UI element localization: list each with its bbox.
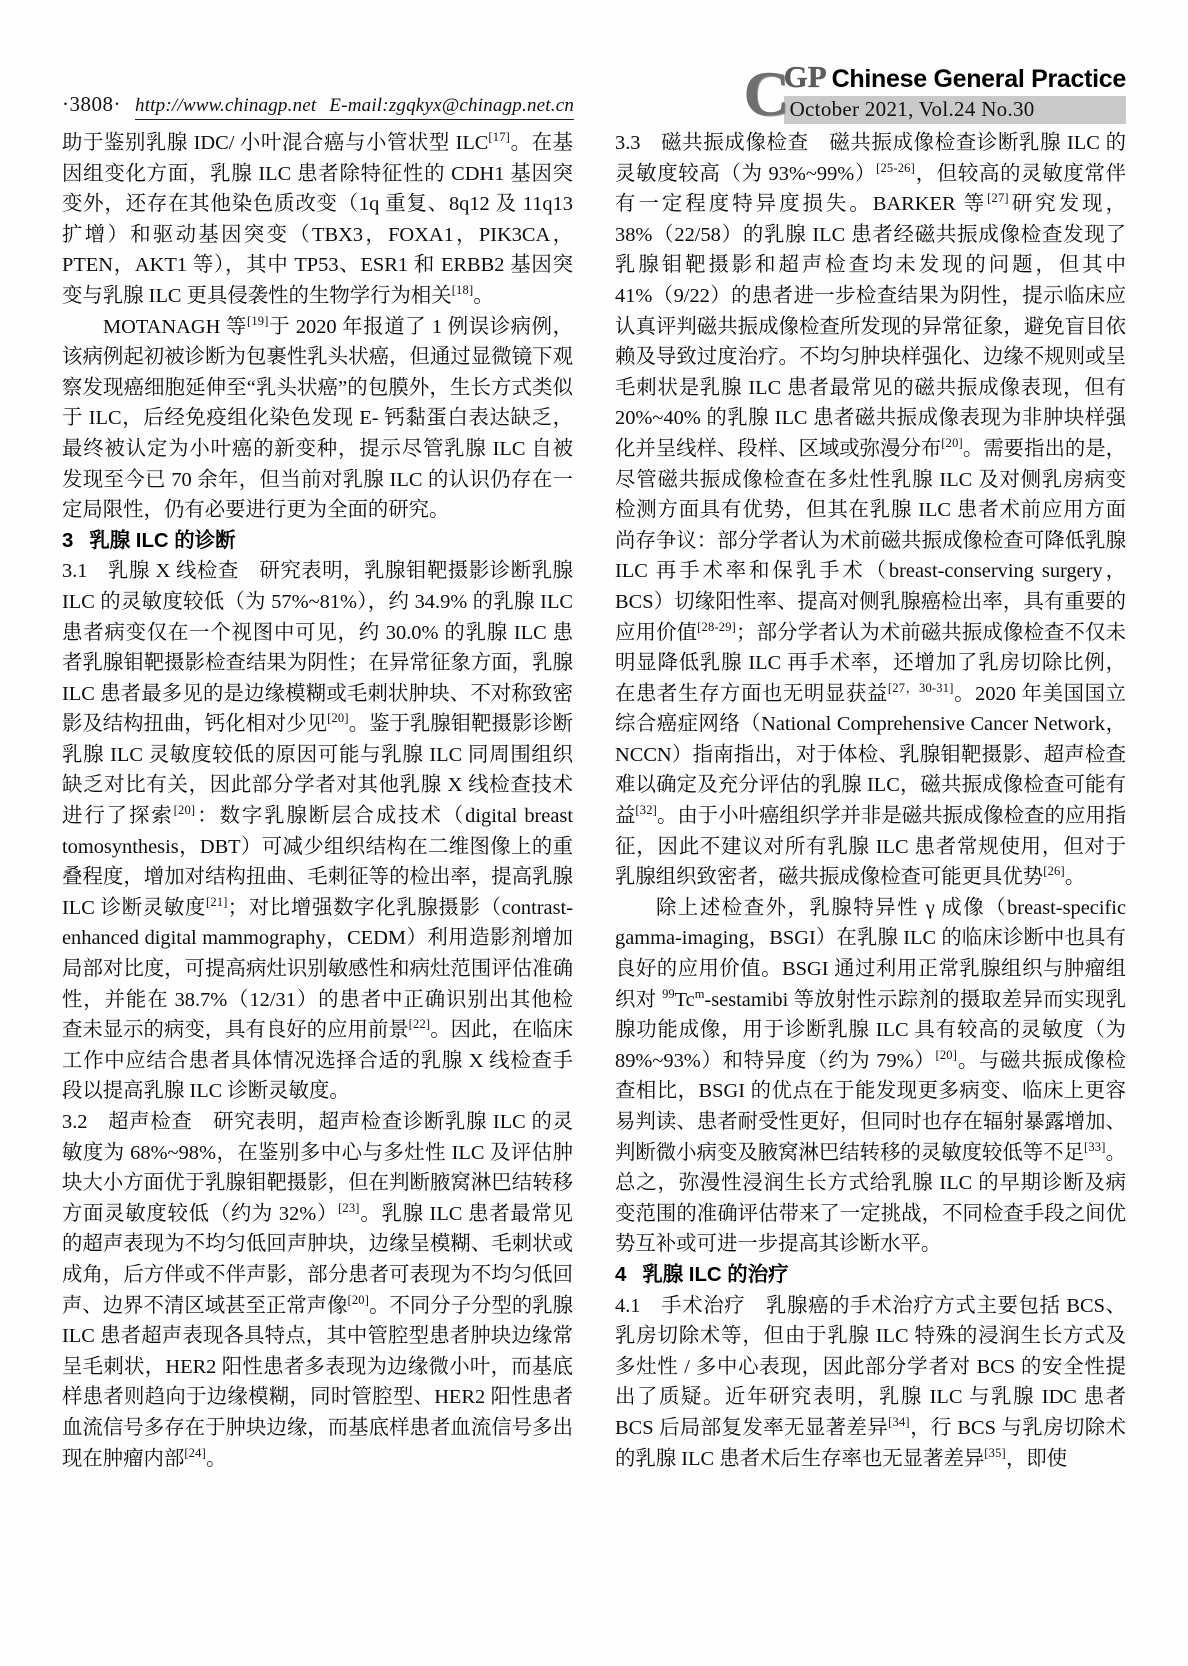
isotope-element-symbol: Tc bbox=[674, 988, 695, 1011]
page-folio: ·3808· bbox=[62, 92, 121, 116]
citation-ref[interactable]: [27，30-31] bbox=[887, 680, 954, 695]
logo-letter-c-icon: C bbox=[743, 58, 790, 130]
subsection-label: 手术治疗 bbox=[660, 1294, 746, 1317]
text-run: 。不同分子分型的乳腺 ILC 患者超声表现各具特点，其中管腔型患者肿块边缘常呈毛刺状，HER2 阳性患者多表现为边缘微小叶，而基底样患者则趋向于边缘模糊，同时管腔型、HER2 阳性患者血流信号多存在于肿块边缘，而基底样患者血流信号多出现在肿瘤内部 bbox=[62, 1294, 574, 1470]
section-number: 3 bbox=[62, 529, 74, 552]
citation-ref[interactable]: [35] bbox=[984, 1445, 1006, 1460]
subsection-label: 乳腺 X 线检查 bbox=[107, 560, 239, 583]
citation-ref[interactable]: [33] bbox=[1083, 1139, 1106, 1154]
column-left bbox=[62, 128, 573, 1628]
paragraph-motanagh-case bbox=[62, 312, 573, 526]
text-run: MOTANAGH 等 bbox=[103, 315, 247, 338]
citation-ref[interactable]: [24] bbox=[184, 1445, 206, 1460]
issue-line: October 2021, Vol.24 No.30 bbox=[789, 96, 1035, 121]
text-run: ；部分学者认为术前磁共振成像检查不仅未明显降低乳腺 ILC 再手术率，还增加了乳房切除比例，在患者生存方面也无明显获益 bbox=[615, 621, 1127, 705]
paragraph-bsgi bbox=[615, 893, 1126, 1260]
subsection-label: 超声检查 bbox=[107, 1111, 193, 1133]
text-run: 研究表明，超声检查诊断乳腺 ILC 的灵敏度为 68%~98%，在鉴别多中心与多灶性 ILC 及评估肿块大小方面优于乳腺钼靶摄影，但在判断腋窝淋巴结转移方面灵敏度较低（约为 32%） bbox=[62, 1111, 573, 1225]
citation-ref[interactable]: [25-26] bbox=[876, 160, 915, 175]
text-run: 磁共振成像检查诊断乳腺 ILC 的灵敏度较高（为 93%~99%） bbox=[615, 132, 1126, 185]
subsection-label: 磁共振成像检查 bbox=[660, 132, 809, 154]
citation-ref[interactable]: [20] bbox=[347, 1292, 370, 1307]
running-head bbox=[62, 58, 1126, 130]
citation-ref[interactable]: [27] bbox=[987, 191, 1009, 206]
text-run: 。乳腺 ILC 患者最常见的超声表现为不均匀低回声肿块，边缘呈模糊、毛刺状或成角，后方伴或不伴声影，部分患者可表现为不均匀低回声、边界不清区域甚至正常声像 bbox=[62, 1202, 573, 1317]
citation-ref[interactable]: [34] bbox=[888, 1415, 910, 1430]
citation-ref[interactable]: [21] bbox=[206, 895, 228, 910]
text-run: 除上述检查外，乳腺特异性 γ 成像（breast-specific gamma-imaging，BSGI）在乳腺 ILC 的临床诊断中也具有良好的应用价值。BSGI 通过利用正常乳腺组织与肿瘤组织对 bbox=[615, 896, 1126, 1011]
section-title: 乳腺 ILC 的诊断 bbox=[89, 529, 236, 552]
masthead-text-block bbox=[784, 59, 1126, 124]
logo-letters-gp-icon: GP bbox=[783, 58, 827, 94]
text-run: 助于鉴别乳腺 IDC/ 小叶混合癌与小管状型 ILC bbox=[62, 132, 489, 154]
text-run: 。总之，弥漫性浸润生长方式给乳腺 ILC 的早期诊断及病变范围的准确评估带来了一定挑战，不同检查手段之间优势互补或可进一步提高其诊断水平。 bbox=[615, 1141, 1127, 1256]
masthead-title-row bbox=[784, 59, 1126, 95]
paragraph-3-3-mri bbox=[615, 128, 1126, 893]
citation-ref[interactable]: [19] bbox=[246, 313, 269, 328]
citation-ref[interactable]: [23] bbox=[338, 1200, 360, 1215]
citation-ref[interactable]: [17] bbox=[488, 130, 511, 145]
text-run: 。2020 年美国国立综合癌症网络（National Comprehensive Cancer Network，NCCN）指南指出，对于体检、乳腺钼靶摄影、超声检查难以确定及充分评估的乳腺 ILC，磁共振成像检查可能有益 bbox=[615, 682, 1126, 828]
text-run: 。由于小叶癌组织学并非是磁共振成像检查的应用指征，因此不建议对所有乳腺 ILC 患者常规使用，但对于乳腺组织致密者，磁共振成像检查可能更具优势 bbox=[615, 805, 1127, 889]
section-title: 乳腺 ILC 的治疗 bbox=[642, 1263, 789, 1286]
text-run: 研究发现，38%（22/58）的乳腺 ILC 患者经磁共振成像检查发现了乳腺钼靶摄影和超声检查均未发现的问题，但其中 41%（9/22）的患者进一步检查结果为阴性，提示临床应认真评判磁共振成像检查所发现的异常征象，避免盲目依赖及导致过度治疗。不均匀肿块样强化、边缘不规则或呈毛刺状是乳腺 ILC 患者最常见的磁共振成像表现，但有 20%~40% 的乳腺 ILC 患者磁共振成像表现为非肿块样强化并呈线样、段样、区域或弥漫分布 bbox=[615, 193, 1127, 460]
journal-title: Chinese General Practice bbox=[831, 64, 1126, 93]
section-number: 4 bbox=[615, 1263, 627, 1286]
section-heading-4 bbox=[615, 1260, 1126, 1291]
masthead-issue-bar bbox=[784, 96, 1126, 124]
text-run: ；对比增强数字化乳腺摄影（contrast-enhanced digital mammography，CEDM）利用造影剂增加局部对比度，可提高病灶识别敏感性和病灶范围评估准确性，并能在 38.7%（12/31）的患者中正确识别出其他检查未显示的病变，具有良好的应用前景 bbox=[62, 896, 573, 1042]
text-run: ，但较高的灵敏度常伴有一定程度特异度损失。BARKER 等 bbox=[615, 162, 1126, 216]
subsection-number: 3.2 bbox=[62, 1111, 88, 1133]
article-body bbox=[62, 128, 1126, 1628]
text-run: ：数字乳腺断层合成技术（digital breast tomosynthesis，DBT）可减少组织结构在二维图像上的重叠程度，增加对结构扭曲、毛刺征等的检出率，提高乳腺 ILC 诊断灵敏度 bbox=[62, 805, 574, 919]
journal-contact-links[interactable] bbox=[135, 95, 574, 120]
isotope-metastable-marker: m bbox=[694, 986, 705, 1001]
running-head-left bbox=[62, 92, 574, 120]
journal-email[interactable]: E-mail:zgqkyx@chinagp.net.cn bbox=[329, 95, 575, 116]
text-run: -sestamibi 等放射性示踪剂的摄取差异而实现乳腺功能成像，用于诊断乳腺 ILC 具有较高的灵敏度（为 89%~93%）和特异度（约为 79%） bbox=[615, 988, 1126, 1072]
text-run: 。因此，在临床工作中应结合患者具体情况选择合适的乳腺 X 线检查手段以提高乳腺 ILC 诊断灵敏度。 bbox=[62, 1019, 574, 1103]
text-run: ，行 BCS 与乳房切除术的乳腺 ILC 患者术后生存率也无显著差异 bbox=[615, 1416, 1126, 1470]
citation-ref[interactable]: [20] bbox=[327, 711, 349, 726]
text-run: 研究表明，乳腺钼靶摄影诊断乳腺 ILC 的灵敏度较低（为 57%~81%），约 34.9% 的乳腺 ILC 患者病变仅在一个视图中可见，约 30.0% 的乳腺 ILC 患者乳腺钼靶摄影检查结果为阴性；在异常征象方面，乳腺 ILC 患者最多见的是边缘模糊或毛刺状肿块、不对称致密影及结构扭曲，钙化相对少见 bbox=[62, 560, 574, 736]
text-run: 。 bbox=[205, 1447, 227, 1470]
citation-ref[interactable]: [20] bbox=[941, 436, 963, 451]
text-run: 。在基因组变化方面，乳腺 ILC 患者除特征性的 CDH1 基因突变外，还存在其他染色质改变（1q 重复、8q12 及 11q13 扩增）和驱动基因突变（TBX3，FOXA1，PIK3CA，PTEN，AKT1 等），其中 TP53、ESR1 和 ERBB2 基因突变与乳腺 ILC 更具侵袭性的生物学行为相关 bbox=[62, 132, 574, 307]
citation-ref[interactable]: [32] bbox=[635, 803, 658, 818]
text-run: 乳腺癌的手术治疗方式主要包括 BCS、乳房切除术等，但由于乳腺 ILC 特殊的浸润生长方式及多灶性 / 多中心表现，因此部分学者对 BCS 的安全性提出了质疑。近年研究表明，乳腺 ILC 与乳腺 IDC 患者 BCS 后局部复发率无显著差异 bbox=[615, 1294, 1126, 1439]
journal-url[interactable]: http://www.chinagp.net bbox=[135, 95, 317, 116]
text-run: 。 bbox=[1064, 866, 1086, 889]
citation-ref[interactable]: [28-29] bbox=[697, 619, 737, 634]
column-right bbox=[615, 128, 1126, 1628]
citation-ref[interactable]: [20] bbox=[935, 1048, 958, 1063]
citation-ref[interactable]: [20] bbox=[173, 803, 196, 818]
paragraph-4-1-surgery bbox=[615, 1291, 1126, 1475]
citation-ref[interactable]: [22] bbox=[408, 1017, 431, 1032]
text-run: 。与磁共振成像检查相比，BSGI 的优点在于能发现更多病变、临床上更容易判读、患者耐受性更好，但同时也存在辐射暴露增加、判断微小病变及腋窝淋巴结转移的灵敏度较低等不足 bbox=[615, 1049, 1126, 1164]
text-run: 。 bbox=[473, 284, 494, 307]
subsection-number: 3.3 bbox=[615, 132, 641, 154]
text-run: 。鉴于乳腺钼靶摄影诊断乳腺 ILC 灵敏度较低的原因可能与乳腺 ILC 同周围组织缺乏对比有关，因此部分学者对其他乳腺 X 线检查技术进行了探索 bbox=[62, 713, 574, 828]
paragraph-3-1-mammography bbox=[62, 556, 573, 1107]
paragraph-3-2-ultrasound bbox=[62, 1107, 573, 1474]
subsection-number: 3.1 bbox=[62, 560, 88, 583]
journal-masthead bbox=[743, 58, 1126, 130]
section-heading-3 bbox=[62, 526, 573, 557]
isotope-mass-number: 99 bbox=[662, 986, 675, 1001]
citation-ref[interactable]: [26] bbox=[1043, 864, 1065, 879]
paragraph-genomics bbox=[62, 128, 573, 312]
text-run: 。需要指出的是，尽管磁共振成像检查在多灶性乳腺 ILC 及对侧乳房病变检测方面具有优势，但其在乳腺 ILC 患者术前应用方面尚存争议：部分学者认为术前磁共振成像检查可降低乳腺 ILC 再手术率和保乳手术（breast-conserving surgery，BCS）切缘阳性率、提高对侧乳腺癌检出率，具有重要的应用价值 bbox=[615, 437, 1127, 644]
text-run: 于 2020 年报道了 1 例误诊病例，该病例起初被诊断为包裹性乳头状癌，但通过显微镜下观察发现癌细胞延伸至“乳头状癌”的包膜外，生长方式类似于 ILC，后经免疫组化染色发现 E- 钙黏蛋白表达缺乏，最终被认定为小叶癌的新变种，提示尽管乳腺 ILC 自被发现至今已 70 余年，但当前对乳腺 ILC 的认识仍存在一定局限性，仍有必要进行更为全面的研究。 bbox=[62, 315, 573, 522]
subsection-number: 4.1 bbox=[615, 1294, 641, 1317]
citation-ref[interactable]: [18] bbox=[451, 283, 474, 298]
text-run: ，即使 bbox=[1005, 1447, 1068, 1470]
